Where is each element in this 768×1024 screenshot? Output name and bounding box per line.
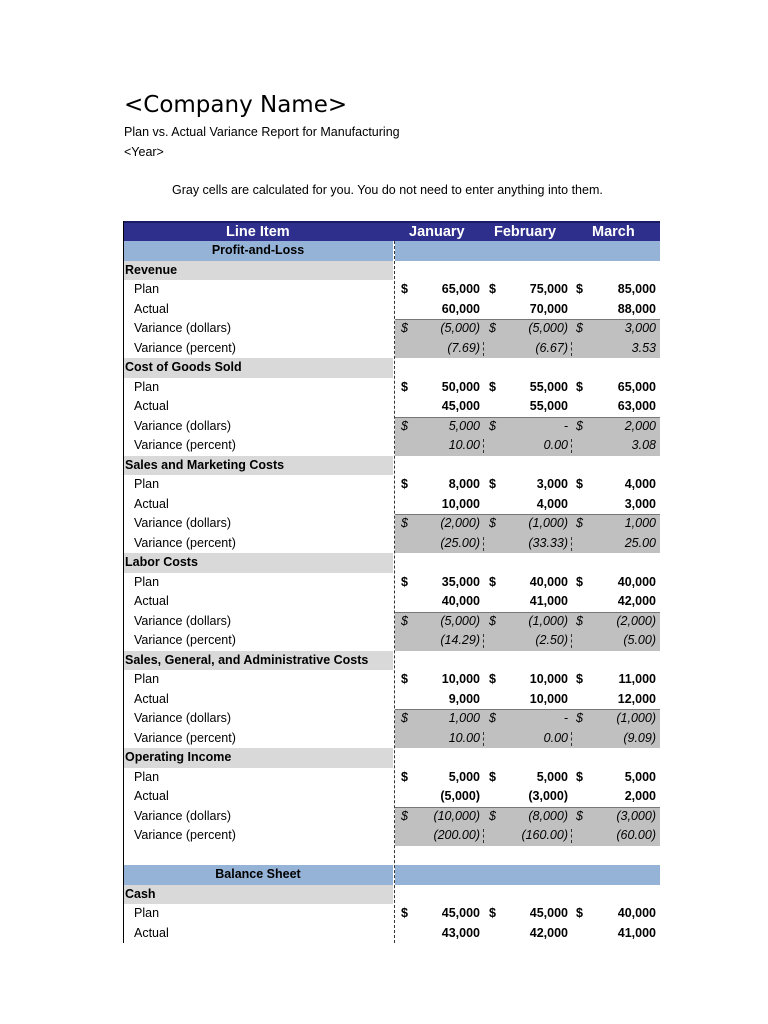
table-row xyxy=(123,709,660,729)
table-row xyxy=(123,826,660,846)
plan-value-mar: 40,000 xyxy=(617,906,656,920)
table-row xyxy=(123,670,660,690)
category-label: Sales, General, and Administrative Costs xyxy=(123,651,393,671)
plan-value-feb: 55,000 xyxy=(529,379,568,394)
actual-value-mar: 2,000 xyxy=(624,789,656,803)
variance-percent-value-feb: (6.67) xyxy=(535,340,568,355)
actual-label: Actual xyxy=(134,925,169,940)
currency-symbol: $ xyxy=(401,906,408,920)
variance-dollars-value-jan: 5,000 xyxy=(448,418,480,433)
table-row xyxy=(123,612,660,632)
table-header xyxy=(123,221,660,241)
variance-percent-value-jan: (200.00) xyxy=(433,828,480,842)
variance-dollars-label: Variance (dollars) xyxy=(134,613,232,628)
variance-percent-label: Variance (percent) xyxy=(134,730,236,745)
variance-percent-label: Variance (percent) xyxy=(134,828,236,842)
currency-symbol: $ xyxy=(489,711,496,725)
variance-dollars-label: Variance (dollars) xyxy=(134,321,232,335)
currency-symbol: $ xyxy=(401,282,408,296)
section-profit-and-loss: Profit-and-Loss xyxy=(123,241,393,261)
cell-separator xyxy=(571,342,572,356)
actual-value-jan: 60,000 xyxy=(441,301,480,316)
cell-separator xyxy=(483,732,484,746)
actual-label: Actual xyxy=(134,496,169,511)
plan-value-mar: 11,000 xyxy=(618,672,656,686)
plan-label: Plan xyxy=(134,906,160,920)
actual-label: Actual xyxy=(134,789,169,803)
table-row xyxy=(123,300,660,320)
variance-dollars-label: Variance (dollars) xyxy=(134,418,232,433)
table-row xyxy=(123,456,660,476)
report-subtitle: Plan vs. Actual Variance Report for Manufacturing xyxy=(124,125,400,139)
table-row xyxy=(123,924,660,944)
currency-symbol: $ xyxy=(489,906,496,920)
table-row xyxy=(123,436,660,456)
currency-symbol: $ xyxy=(489,613,496,628)
cell-separator xyxy=(483,634,484,648)
variance-dollars-value-jan: 1,000 xyxy=(448,711,480,725)
plan-value-feb: 45,000 xyxy=(529,906,568,920)
table-row xyxy=(123,592,660,612)
plan-value-feb: 10,000 xyxy=(529,672,568,686)
category-label: Operating Income xyxy=(123,748,393,768)
instruction-note: Gray cells are calculated for you. You do not need to enter anything into them. xyxy=(172,183,603,197)
plan-value-feb: 5,000 xyxy=(536,769,568,784)
variance-dollars-value-jan: (5,000) xyxy=(440,613,480,628)
variance-dollars-value-mar: 1,000 xyxy=(624,516,656,530)
variance-dollars-value-feb: (1,000) xyxy=(528,516,568,530)
currency-symbol: $ xyxy=(401,418,408,433)
cell-separator xyxy=(571,439,572,453)
currency-symbol: $ xyxy=(576,516,583,530)
category-label: Labor Costs xyxy=(123,553,393,573)
actual-value-feb: 10,000 xyxy=(529,691,568,706)
plan-label: Plan xyxy=(134,672,160,686)
table-row xyxy=(123,631,660,651)
actual-value-mar: 63,000 xyxy=(617,399,656,413)
plan-value-mar: 85,000 xyxy=(617,282,656,296)
plan-value-feb: 40,000 xyxy=(529,574,568,589)
currency-symbol: $ xyxy=(401,711,408,725)
plan-value-mar: 5,000 xyxy=(624,769,656,784)
currency-symbol: $ xyxy=(489,769,496,784)
table-row xyxy=(123,358,660,378)
currency-symbol: $ xyxy=(401,769,408,784)
actual-value-jan: 40,000 xyxy=(441,594,480,608)
table-row xyxy=(123,651,660,671)
currency-symbol: $ xyxy=(576,282,583,296)
actual-value-jan: (5,000) xyxy=(440,789,480,803)
table-row xyxy=(123,514,660,534)
plan-value-feb: 3,000 xyxy=(536,477,568,491)
table-left-border xyxy=(123,221,124,943)
actual-value-feb: 42,000 xyxy=(529,925,568,940)
plan-value-jan: 5,000 xyxy=(448,769,480,784)
actual-value-feb: (3,000) xyxy=(528,789,568,803)
plan-value-jan: 35,000 xyxy=(441,574,480,589)
variance-dollars-value-feb: (5,000) xyxy=(528,321,568,335)
variance-dollars-value-mar: (2,000) xyxy=(616,613,656,628)
plan-label: Plan xyxy=(134,282,160,296)
variance-percent-value-mar: 3.08 xyxy=(631,438,656,452)
currency-symbol: $ xyxy=(576,613,583,628)
variance-dollars-value-jan: (10,000) xyxy=(433,808,480,823)
table-row xyxy=(123,534,660,554)
actual-value-mar: 12,000 xyxy=(617,691,656,706)
variance-percent-value-mar: 25.00 xyxy=(624,535,656,550)
actual-value-jan: 43,000 xyxy=(441,925,480,940)
currency-symbol: $ xyxy=(576,672,583,686)
table-row xyxy=(123,417,660,437)
currency-symbol: $ xyxy=(489,574,496,589)
header-march: March xyxy=(592,224,635,240)
table-row xyxy=(123,904,660,924)
actual-label: Actual xyxy=(134,691,169,706)
actual-value-mar: 3,000 xyxy=(624,496,656,511)
currency-symbol: $ xyxy=(576,769,583,784)
variance-table xyxy=(123,221,660,943)
plan-value-feb: 75,000 xyxy=(529,282,568,296)
actual-label: Actual xyxy=(134,594,169,608)
currency-symbol: $ xyxy=(576,418,583,433)
actual-value-mar: 41,000 xyxy=(617,925,656,940)
plan-value-jan: 65,000 xyxy=(441,282,480,296)
header-line-item: Line Item xyxy=(226,224,290,240)
variance-dollars-label: Variance (dollars) xyxy=(134,808,232,823)
variance-percent-value-jan: 10.00 xyxy=(448,730,480,745)
table-row xyxy=(123,495,660,515)
table-row xyxy=(123,475,660,495)
currency-symbol: $ xyxy=(576,711,583,725)
section-balance-sheet: Balance Sheet xyxy=(123,865,393,885)
currency-symbol: $ xyxy=(401,672,408,686)
table-row xyxy=(123,241,660,261)
table-row xyxy=(123,397,660,417)
currency-symbol: $ xyxy=(489,516,496,530)
cell-separator xyxy=(571,732,572,746)
category-label: Sales and Marketing Costs xyxy=(123,456,393,476)
currency-symbol: $ xyxy=(401,808,408,823)
variance-dollars-value-jan: (5,000) xyxy=(440,321,480,335)
actual-label: Actual xyxy=(134,301,169,316)
variance-dollars-value-mar: 2,000 xyxy=(624,418,656,433)
category-label: Cash xyxy=(123,885,393,905)
category-label: Revenue xyxy=(123,261,393,281)
table-row xyxy=(123,885,660,905)
variance-percent-value-jan: (14.29) xyxy=(440,633,480,647)
plan-value-jan: 45,000 xyxy=(441,906,480,920)
currency-symbol: $ xyxy=(489,418,496,433)
actual-label: Actual xyxy=(134,399,169,413)
currency-symbol: $ xyxy=(401,379,408,394)
plan-label: Plan xyxy=(134,477,160,491)
variance-dollars-value-jan: (2,000) xyxy=(440,516,480,530)
actual-value-feb: 41,000 xyxy=(529,594,568,608)
currency-symbol: $ xyxy=(576,321,583,335)
variance-dollars-label: Variance (dollars) xyxy=(134,711,232,725)
plan-label: Plan xyxy=(134,379,160,394)
actual-value-jan: 45,000 xyxy=(441,399,480,413)
section-fill xyxy=(395,241,660,261)
variance-percent-value-jan: (25.00) xyxy=(440,535,480,550)
variance-dollars-value-mar: (1,000) xyxy=(616,711,656,725)
variance-dollars-value-feb: - xyxy=(563,711,568,725)
plan-value-jan: 8,000 xyxy=(448,477,480,491)
table-row xyxy=(123,846,660,866)
table-row xyxy=(123,280,660,300)
actual-value-feb: 55,000 xyxy=(529,399,568,413)
variance-percent-value-mar: (60.00) xyxy=(616,828,656,842)
table-row xyxy=(123,339,660,359)
plan-value-mar: 40,000 xyxy=(617,574,656,589)
variance-dollars-value-feb: - xyxy=(563,418,568,433)
table-row xyxy=(123,378,660,398)
table-row xyxy=(123,573,660,593)
actual-value-feb: 70,000 xyxy=(529,301,568,316)
variance-percent-value-mar: 3.53 xyxy=(631,340,656,355)
variance-percent-value-feb: 0.00 xyxy=(543,438,568,452)
currency-symbol: $ xyxy=(401,574,408,589)
cell-separator xyxy=(483,342,484,356)
plan-value-mar: 65,000 xyxy=(617,379,656,394)
variance-percent-label: Variance (percent) xyxy=(134,438,236,452)
plan-value-jan: 10,000 xyxy=(441,672,480,686)
table-row xyxy=(123,690,660,710)
variance-percent-label: Variance (percent) xyxy=(134,535,236,550)
currency-symbol: $ xyxy=(576,477,583,491)
table-row xyxy=(123,807,660,827)
table-row xyxy=(123,319,660,339)
plan-label: Plan xyxy=(134,769,160,784)
table-row xyxy=(123,261,660,281)
currency-symbol: $ xyxy=(489,321,496,335)
table-row xyxy=(123,787,660,807)
currency-symbol: $ xyxy=(576,906,583,920)
currency-symbol: $ xyxy=(576,574,583,589)
currency-symbol: $ xyxy=(401,613,408,628)
currency-symbol: $ xyxy=(401,321,408,335)
variance-percent-value-feb: (2.50) xyxy=(535,633,568,647)
variance-percent-value-jan: (7.69) xyxy=(447,340,480,355)
header-february: February xyxy=(494,224,557,240)
table-row xyxy=(123,553,660,573)
variance-percent-value-mar: (9.09) xyxy=(623,730,656,745)
plan-value-jan: 50,000 xyxy=(441,379,480,394)
currency-symbol: $ xyxy=(489,477,496,491)
plan-value-mar: 4,000 xyxy=(624,477,656,491)
table-row xyxy=(123,748,660,768)
cell-separator xyxy=(483,537,484,551)
currency-symbol: $ xyxy=(489,808,496,823)
cell-separator xyxy=(571,537,572,551)
variance-percent-value-feb: 0.00 xyxy=(543,730,568,745)
table-row xyxy=(123,768,660,788)
cell-separator xyxy=(483,439,484,453)
currency-symbol: $ xyxy=(489,672,496,686)
currency-symbol: $ xyxy=(489,379,496,394)
variance-dollars-value-feb: (1,000) xyxy=(528,613,568,628)
actual-value-mar: 42,000 xyxy=(617,594,656,608)
actual-value-jan: 10,000 xyxy=(441,496,480,511)
category-label: Cost of Goods Sold xyxy=(123,358,393,378)
variance-percent-value-jan: 10.00 xyxy=(448,438,480,452)
cell-separator xyxy=(483,829,484,843)
company-name: <Company Name> xyxy=(124,92,348,118)
variance-percent-value-feb: (33.33) xyxy=(528,535,568,550)
variance-percent-label: Variance (percent) xyxy=(134,340,236,355)
actual-value-feb: 4,000 xyxy=(536,496,568,511)
variance-dollars-value-mar: (3,000) xyxy=(616,808,656,823)
variance-dollars-value-mar: 3,000 xyxy=(624,321,656,335)
column-divider xyxy=(394,241,395,943)
report-year: <Year> xyxy=(124,145,164,159)
currency-symbol: $ xyxy=(489,282,496,296)
variance-dollars-value-feb: (8,000) xyxy=(528,808,568,823)
variance-percent-value-feb: (160.00) xyxy=(521,828,568,842)
currency-symbol: $ xyxy=(401,516,408,530)
currency-symbol: $ xyxy=(576,379,583,394)
table-row xyxy=(123,865,660,885)
actual-value-jan: 9,000 xyxy=(448,691,480,706)
variance-percent-value-mar: (5.00) xyxy=(623,633,656,647)
currency-symbol: $ xyxy=(401,477,408,491)
cell-separator xyxy=(571,829,572,843)
header-january: January xyxy=(409,224,465,240)
currency-symbol: $ xyxy=(576,808,583,823)
plan-label: Plan xyxy=(134,574,160,589)
variance-percent-label: Variance (percent) xyxy=(134,633,236,647)
actual-value-mar: 88,000 xyxy=(617,301,656,316)
cell-separator xyxy=(571,634,572,648)
section-fill xyxy=(395,865,660,885)
table-row xyxy=(123,729,660,749)
variance-dollars-label: Variance (dollars) xyxy=(134,516,232,530)
